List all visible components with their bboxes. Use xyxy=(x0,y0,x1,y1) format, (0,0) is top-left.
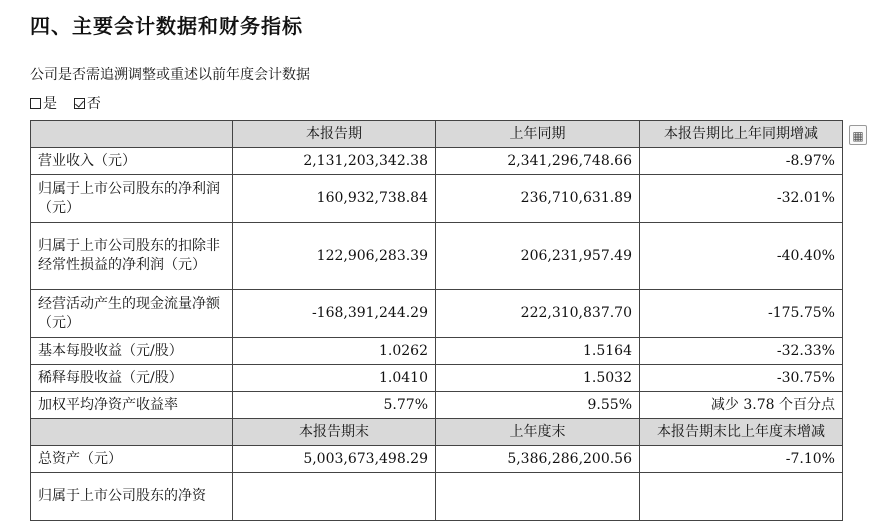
header-prior-year-end: 上年度末 xyxy=(436,419,640,446)
cell-change: -30.75% xyxy=(640,365,843,392)
section-heading: 四、主要会计数据和财务指标 xyxy=(30,14,303,38)
cell-prior: 9.55% xyxy=(436,392,640,419)
table-icon[interactable]: ▦ xyxy=(849,125,867,145)
checkbox-no-checked-icon xyxy=(74,98,85,109)
cell-prior: 222,310,837.70 xyxy=(436,290,640,338)
cell-change: -8.97% xyxy=(640,148,843,175)
cell-change: -40.40% xyxy=(640,223,843,290)
checkbox-yes-icon xyxy=(30,98,41,109)
table-row xyxy=(31,290,843,338)
cell-current xyxy=(233,473,436,521)
table-row xyxy=(31,473,843,521)
table-row xyxy=(31,175,843,223)
table-row xyxy=(31,446,843,473)
row-label: 经营活动产生的现金流量净额（元） xyxy=(31,290,233,338)
row-label: 稀释每股收益（元/股） xyxy=(31,365,233,392)
header-period-end: 本报告期末 xyxy=(233,419,436,446)
header-prior-period: 上年同期 xyxy=(436,121,640,148)
choice-yes-label: 是 xyxy=(43,96,57,112)
financial-indicators-table xyxy=(30,120,843,521)
cell-current: -168,391,244.29 xyxy=(233,290,436,338)
cell-prior: 206,231,957.49 xyxy=(436,223,640,290)
choice-no-label: 否 xyxy=(86,96,101,112)
table-header-row xyxy=(31,419,843,446)
header-change-since-year-end: 本报告期末比上年度末增减 xyxy=(640,419,843,446)
restatement-question: 公司是否需追溯调整或重述以前年度会计数据 xyxy=(30,67,310,83)
cell-change: -175.75% xyxy=(640,290,843,338)
table-header-row xyxy=(31,121,843,148)
header-blank xyxy=(31,121,233,148)
cell-prior: 2,341,296,748.66 xyxy=(436,148,640,175)
cell-change xyxy=(640,473,843,521)
table-row xyxy=(31,338,843,365)
table-row xyxy=(31,223,843,290)
cell-current: 160,932,738.84 xyxy=(233,175,436,223)
row-label: 归属于上市公司股东的净资 xyxy=(31,473,233,521)
cell-change: -32.01% xyxy=(640,175,843,223)
header-current-period: 本报告期 xyxy=(233,121,436,148)
table-row xyxy=(31,365,843,392)
cell-current: 1.0262 xyxy=(233,338,436,365)
cell-change: -7.10% xyxy=(640,446,843,473)
cell-prior xyxy=(436,473,640,521)
row-label: 营业收入（元） xyxy=(31,148,233,175)
row-label: 归属于上市公司股东的净利润（元） xyxy=(31,175,233,223)
cell-prior: 5,386,286,200.56 xyxy=(436,446,640,473)
row-label: 基本每股收益（元/股） xyxy=(31,338,233,365)
cell-current: 1.0410 xyxy=(233,365,436,392)
cell-current: 122,906,283.39 xyxy=(233,223,436,290)
cell-current: 2,131,203,342.38 xyxy=(233,148,436,175)
cell-change: -32.33% xyxy=(640,338,843,365)
cell-prior: 1.5164 xyxy=(436,338,640,365)
cell-current: 5,003,673,498.29 xyxy=(233,446,436,473)
cell-prior: 1.5032 xyxy=(436,365,640,392)
row-label: 加权平均净资产收益率 xyxy=(31,392,233,419)
cell-change: 减少 3.78 个百分点 xyxy=(640,392,843,419)
header-blank xyxy=(31,419,233,446)
restatement-choice xyxy=(30,93,101,113)
header-change: 本报告期比上年同期增减 xyxy=(640,121,843,148)
row-label: 归属于上市公司股东的扣除非经常性损益的净利润（元） xyxy=(31,223,233,290)
table-row xyxy=(31,392,843,419)
cell-current: 5.77% xyxy=(233,392,436,419)
table-row xyxy=(31,148,843,175)
cell-prior: 236,710,631.89 xyxy=(436,175,640,223)
row-label: 总资产（元） xyxy=(31,446,233,473)
